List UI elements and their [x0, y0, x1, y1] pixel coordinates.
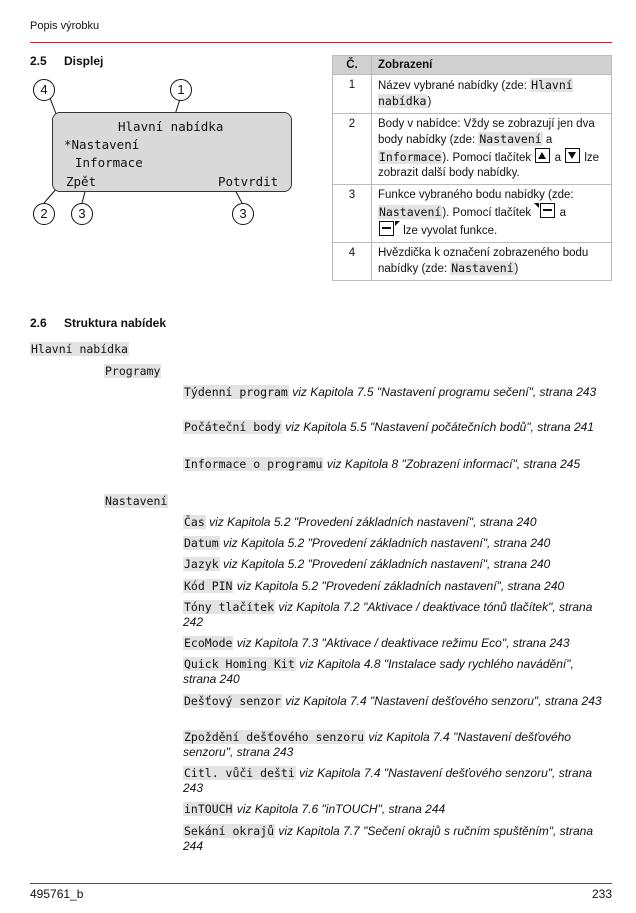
list-item: Tóny tlačítek viz Kapitola 7.2 "Aktivace / deaktivace tónů tlačítek", strana 242	[183, 600, 593, 629]
row-text: Funkce vybraného bodu nabídky (zde: Nastavení). Pomocí tlačítek a lze vyvolat funkce.	[372, 185, 612, 243]
right-softkey-button-icon	[379, 221, 394, 236]
list-item: Počáteční body viz Kapitola 5.5 "Nastavení počátečních bodů", strana 241	[184, 420, 594, 434]
document-id: 495761_b	[30, 887, 84, 901]
footer-rule	[30, 883, 612, 884]
row-number: 2	[333, 114, 372, 185]
page-header: Popis výrobku	[30, 20, 100, 32]
list-item: Datum viz Kapitola 5.2 "Provedení základních nastavení", strana 240	[184, 536, 551, 550]
display-menu-title: Hlavní nabídka	[118, 119, 224, 134]
list-item: Informace o programu viz Kapitola 8 "Zobrazení informací", strana 245	[184, 457, 581, 471]
callout-4: 4	[33, 79, 55, 101]
section-number: 2.5	[30, 54, 47, 68]
row-text: Název vybrané nabídky (zde: Hlavní nabídka)	[372, 75, 612, 114]
left-softkey-button-icon	[540, 203, 555, 218]
list-item: Čas viz Kapitola 5.2 "Provedení základních nastavení", strana 240	[184, 515, 537, 529]
list-item: Dešťový senzor viz Kapitola 7.4 "Nastavení dešťového senzoru", strana 243	[184, 694, 602, 708]
menu-group-programy: Programy	[105, 364, 161, 378]
list-item: Týdenní program viz Kapitola 7.5 "Nastavení programu sečení", strana 243	[184, 385, 597, 399]
table-row	[333, 75, 612, 114]
page-number: 233	[591, 887, 612, 901]
list-item: EcoMode viz Kapitola 7.3 "Aktivace / deaktivace režimu Eco", strana 243	[184, 636, 570, 650]
display-softkey-left: Zpět	[66, 174, 97, 189]
table-row	[333, 114, 612, 185]
section-title: Displej	[64, 54, 104, 68]
row-number: 3	[333, 185, 372, 243]
row-text: Hvězdička k označení zobrazeného bodu nabídky (zde: Nastavení)	[372, 243, 612, 281]
list-item: Jazyk viz Kapitola 5.2 "Provedení základních nastavení", strana 240	[184, 557, 551, 571]
row-text: Body v nabídce: Vždy se zobrazují jen dva body nabídky (zde: Nastavení a Informace). Pomocí tlačítek a lze zobrazit další body nabídky.	[372, 114, 612, 185]
display-menu-item-2: Informace	[75, 155, 143, 170]
softkey-right-marker-icon	[395, 221, 400, 226]
callout-2: 2	[33, 203, 55, 225]
list-item: Zpoždění dešťového senzoru viz Kapitola 7.4 "Nastavení dešťového senzoru", strana 243	[183, 730, 571, 759]
callout-1: 1	[170, 79, 192, 101]
table-row	[333, 185, 612, 243]
display-menu-item-1: *Nastavení	[64, 137, 140, 152]
list-item: Quick Homing Kit viz Kapitola 4.8 "Instalace sady rychlého navádění", strana 240	[183, 657, 574, 686]
section-number: 2.6	[30, 316, 47, 330]
row-number: 1	[333, 75, 372, 114]
section-title: Struktura nabídek	[64, 316, 167, 330]
down-arrow-button-icon	[565, 148, 580, 163]
callout-3-left: 3	[71, 203, 93, 225]
list-item: Citl. vůči dešti viz Kapitola 7.4 "Nastavení dešťového senzoru", strana 243	[183, 766, 593, 795]
row-number: 4	[333, 243, 372, 281]
table-header-number: Č.	[333, 56, 372, 75]
menu-root: Hlavní nabídka	[31, 342, 128, 356]
display-softkey-right: Potvrdit	[218, 174, 279, 189]
up-arrow-button-icon	[535, 148, 550, 163]
table-row	[333, 243, 612, 281]
list-item: Kód PIN viz Kapitola 5.2 "Provedení základních nastavení", strana 240	[184, 579, 565, 593]
section-heading-structure	[30, 316, 166, 330]
display-legend-table	[332, 55, 612, 281]
table-header-display: Zobrazení	[372, 56, 612, 75]
menu-group-nastaveni: Nastavení	[105, 494, 168, 508]
softkey-left-marker-icon	[534, 203, 539, 208]
list-item: inTOUCH viz Kapitola 7.6 "inTOUCH", strana 244	[184, 802, 446, 816]
list-item: Sekání okrajů viz Kapitola 7.7 "Sečení okrajů s ručním spuštěním", strana 244	[183, 824, 594, 853]
callout-3-right: 3	[232, 203, 254, 225]
